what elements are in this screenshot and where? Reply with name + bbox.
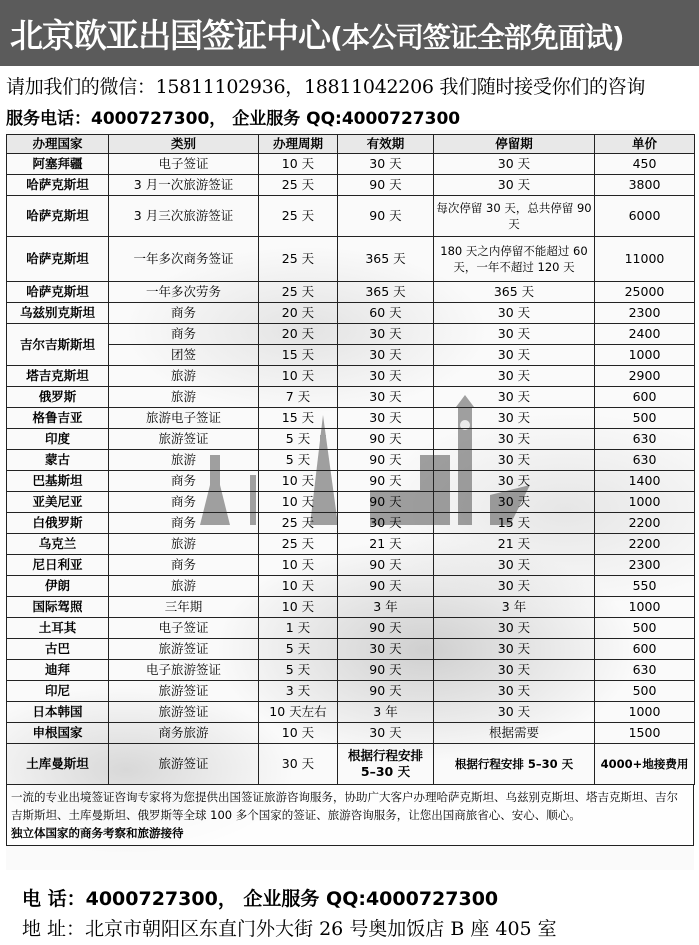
table-row	[7, 534, 695, 555]
cell-stay: 30 天	[434, 660, 595, 681]
cell-period: 20 天	[259, 324, 338, 345]
cell-type: 商务	[109, 303, 259, 324]
cell-price: 500	[595, 618, 695, 639]
cell-price: 500	[595, 408, 695, 429]
table-row	[7, 345, 695, 366]
cell-validity: 3 年	[338, 702, 434, 723]
cell-validity: 21 天	[338, 534, 434, 555]
cell-price: 550	[595, 576, 695, 597]
cell-type: 一年多次劳务	[109, 282, 259, 303]
cell-validity: 90 天	[338, 175, 434, 196]
cell-type: 旅游	[109, 450, 259, 471]
cell-type: 商务	[109, 492, 259, 513]
cell-country: 塔吉克斯坦	[7, 366, 109, 387]
cell-period: 10 天	[259, 492, 338, 513]
cell-type: 三年期	[109, 597, 259, 618]
table-row	[7, 429, 695, 450]
page-title	[10, 10, 624, 57]
cell-type: 3 月三次旅游签证	[109, 196, 259, 237]
note-bold: 独立体国家的商务考察和旅游接待	[11, 826, 184, 840]
cell-price: 2300	[595, 555, 695, 576]
table-row	[7, 681, 695, 702]
cell-validity: 30 天	[338, 366, 434, 387]
cell-period: 5 天	[259, 639, 338, 660]
cell-price: 450	[595, 154, 695, 175]
cell-type: 旅游	[109, 534, 259, 555]
cell-validity: 90 天	[338, 555, 434, 576]
cell-validity: 30 天	[338, 387, 434, 408]
cell-stay: 30 天	[434, 345, 595, 366]
table-row	[7, 513, 695, 534]
cell-country: 乌克兰	[7, 534, 109, 555]
cell-validity: 30 天	[338, 513, 434, 534]
cell-country: 申根国家	[7, 723, 109, 744]
cell-period: 15 天	[259, 345, 338, 366]
cell-validity: 30 天	[338, 324, 434, 345]
cell-price: 1000	[595, 492, 695, 513]
cell-stay: 30 天	[434, 492, 595, 513]
cell-period: 7 天	[259, 387, 338, 408]
cell-country: 吉尔吉斯斯坦	[7, 324, 109, 366]
cell-stay: 30 天	[434, 324, 595, 345]
cell-price: 2200	[595, 534, 695, 555]
cell-stay: 30 天	[434, 702, 595, 723]
cell-validity: 30 天	[338, 639, 434, 660]
cell-stay: 30 天	[434, 366, 595, 387]
cell-stay: 30 天	[434, 154, 595, 175]
cell-country: 阿塞拜疆	[7, 154, 109, 175]
cell-validity: 30 天	[338, 408, 434, 429]
cell-stay: 30 天	[434, 408, 595, 429]
table-row	[7, 196, 695, 237]
cell-type: 3 月一次旅游签证	[109, 175, 259, 196]
table-row	[7, 237, 695, 282]
cell-period: 25 天	[259, 282, 338, 303]
table-row	[7, 618, 695, 639]
table-row	[7, 154, 695, 175]
cell-stay: 30 天	[434, 618, 595, 639]
cell-type: 旅游签证	[109, 639, 259, 660]
cell-type: 商务	[109, 471, 259, 492]
cell-stay: 30 天	[434, 681, 595, 702]
cell-country: 哈萨克斯坦	[7, 196, 109, 237]
cell-type: 一年多次商务签证	[109, 237, 259, 282]
table-row	[7, 471, 695, 492]
cell-type: 旅游签证	[109, 744, 259, 785]
header-stay: 停留期	[434, 135, 595, 154]
cell-stay: 30 天	[434, 429, 595, 450]
cell-country: 伊朗	[7, 576, 109, 597]
cell-stay: 3 年	[434, 597, 595, 618]
cell-period: 5 天	[259, 660, 338, 681]
cell-period: 10 天左右	[259, 702, 338, 723]
table-row	[7, 702, 695, 723]
table-row	[7, 660, 695, 681]
cell-period: 10 天	[259, 723, 338, 744]
cell-price: 1000	[595, 345, 695, 366]
cell-period: 30 天	[259, 744, 338, 785]
cell-type: 旅游签证	[109, 429, 259, 450]
header-price: 单价	[595, 135, 695, 154]
service-line: 服务电话：4000727300， 企业服务 QQ:4000727300	[6, 109, 461, 129]
cell-country: 俄罗斯	[7, 387, 109, 408]
table-row	[7, 597, 695, 618]
cell-validity: 90 天	[338, 429, 434, 450]
cell-price: 2400	[595, 324, 695, 345]
cell-country: 古巴	[7, 639, 109, 660]
cell-type: 商务	[109, 513, 259, 534]
cell-price: 600	[595, 639, 695, 660]
cell-price: 2300	[595, 303, 695, 324]
cell-country: 蒙古	[7, 450, 109, 471]
table-row	[7, 303, 695, 324]
cell-country: 印尼	[7, 681, 109, 702]
table-row	[7, 492, 695, 513]
table-row	[7, 175, 695, 196]
cell-type: 商务	[109, 555, 259, 576]
table-row	[7, 366, 695, 387]
cell-price: 1500	[595, 723, 695, 744]
cell-type: 旅游	[109, 576, 259, 597]
cell-period: 15 天	[259, 408, 338, 429]
cell-country: 哈萨克斯坦	[7, 282, 109, 303]
header-country: 办理国家	[7, 135, 109, 154]
cell-validity: 3 年	[338, 597, 434, 618]
cell-period: 25 天	[259, 513, 338, 534]
cell-price: 630	[595, 660, 695, 681]
table-row	[7, 387, 695, 408]
cell-price: 2900	[595, 366, 695, 387]
cell-validity: 90 天	[338, 196, 434, 237]
header-period: 办理周期	[259, 135, 338, 154]
cell-validity: 90 天	[338, 450, 434, 471]
cell-country: 乌兹别克斯坦	[7, 303, 109, 324]
cell-stay: 30 天	[434, 471, 595, 492]
cell-period: 25 天	[259, 196, 338, 237]
cell-price: 600	[595, 387, 695, 408]
table-row	[7, 744, 695, 785]
cell-price: 6000	[595, 196, 695, 237]
cell-type: 电子签证	[109, 618, 259, 639]
cell-country: 土库曼斯坦	[7, 744, 109, 785]
cell-period: 1 天	[259, 618, 338, 639]
cell-stay: 30 天	[434, 576, 595, 597]
wechat-line: 请加我们的微信：15811102936，18811042206 我们随时接受你们的咨询	[6, 76, 646, 98]
cell-validity: 30 天	[338, 154, 434, 175]
cell-price: 1400	[595, 471, 695, 492]
cell-stay: 180 天之内停留不能超过 60 天，一年不超过 120 天	[434, 237, 595, 282]
cell-country: 格鲁吉亚	[7, 408, 109, 429]
cell-stay: 30 天	[434, 387, 595, 408]
table-row	[7, 324, 695, 345]
cell-stay: 每次停留 30 天，总共停留 90 天	[434, 196, 595, 237]
cell-period: 10 天	[259, 366, 338, 387]
table-row	[7, 450, 695, 471]
cell-period: 25 天	[259, 534, 338, 555]
header-validity: 有效期	[338, 135, 434, 154]
cell-validity: 90 天	[338, 471, 434, 492]
cell-price: 1000	[595, 597, 695, 618]
cell-price: 25000	[595, 282, 695, 303]
cell-validity: 90 天	[338, 660, 434, 681]
cell-stay: 30 天	[434, 450, 595, 471]
cell-validity: 根据行程安排 5–30 天	[338, 744, 434, 785]
cell-type: 电子签证	[109, 154, 259, 175]
cell-validity: 90 天	[338, 576, 434, 597]
cell-validity: 30 天	[338, 345, 434, 366]
cell-price: 11000	[595, 237, 695, 282]
cell-validity: 365 天	[338, 237, 434, 282]
cell-country: 土耳其	[7, 618, 109, 639]
table-header-row	[7, 135, 695, 154]
cell-type: 旅游	[109, 387, 259, 408]
cell-stay: 根据需要	[434, 723, 595, 744]
title-subtitle: (本公司签证全部免面试)	[330, 21, 624, 54]
cell-price: 630	[595, 450, 695, 471]
cell-period: 25 天	[259, 237, 338, 282]
cell-type: 旅游	[109, 366, 259, 387]
footer-phone: 电 话：4000727300， 企业服务 QQ:4000727300	[22, 888, 499, 910]
table-row	[7, 639, 695, 660]
title-banner	[0, 0, 699, 66]
footer-address: 地 址：北京市朝阳区东直门外大街 26 号奥加饭店 B 座 405 室	[22, 918, 557, 940]
cell-validity: 365 天	[338, 282, 434, 303]
cell-period: 5 天	[259, 429, 338, 450]
table-row	[7, 723, 695, 744]
cell-country: 白俄罗斯	[7, 513, 109, 534]
cell-type: 商务	[109, 324, 259, 345]
cell-type: 旅游签证	[109, 681, 259, 702]
cell-stay: 30 天	[434, 555, 595, 576]
cell-country: 迪拜	[7, 660, 109, 681]
cell-period: 25 天	[259, 175, 338, 196]
cell-stay: 15 天	[434, 513, 595, 534]
cell-country: 亚美尼亚	[7, 492, 109, 513]
cell-validity: 90 天	[338, 492, 434, 513]
cell-period: 10 天	[259, 154, 338, 175]
table-row	[7, 576, 695, 597]
cell-stay: 21 天	[434, 534, 595, 555]
cell-period: 10 天	[259, 576, 338, 597]
cell-country: 尼日利亚	[7, 555, 109, 576]
cell-country: 国际驾照	[7, 597, 109, 618]
cell-stay: 30 天	[434, 303, 595, 324]
cell-type: 商务旅游	[109, 723, 259, 744]
table-row	[7, 282, 695, 303]
cell-type: 旅游签证	[109, 702, 259, 723]
note-text: 一流的专业出境签证咨询专家将为您提供出国签证旅游咨询服务，协助广大客户办理哈萨克斯坦、乌兹别克斯坦、塔吉克斯坦、吉尔吉斯斯坦、土库曼斯坦、俄罗斯等全球 100 多个国家的签证、旅游咨询服务，让您出国商旅省心、安心、顺心。	[11, 790, 678, 822]
cell-price: 500	[595, 681, 695, 702]
cell-country: 哈萨克斯坦	[7, 237, 109, 282]
cell-price: 630	[595, 429, 695, 450]
cell-price: 2200	[595, 513, 695, 534]
cell-stay: 30 天	[434, 175, 595, 196]
visa-price-table	[6, 134, 695, 785]
cell-period: 10 天	[259, 597, 338, 618]
table-row	[7, 555, 695, 576]
cell-period: 20 天	[259, 303, 338, 324]
cell-validity: 90 天	[338, 681, 434, 702]
cell-price: 4000+地接费用	[595, 744, 695, 785]
cell-period: 10 天	[259, 471, 338, 492]
table-row	[7, 408, 695, 429]
title-text: 北京欧亚出国签证中心	[10, 16, 330, 55]
cell-country: 哈萨克斯坦	[7, 175, 109, 196]
cell-type: 旅游电子签证	[109, 408, 259, 429]
cell-type: 电子旅游签证	[109, 660, 259, 681]
cell-price: 3800	[595, 175, 695, 196]
cell-country: 印度	[7, 429, 109, 450]
cell-validity: 30 天	[338, 723, 434, 744]
cell-validity: 90 天	[338, 618, 434, 639]
cell-country: 日本韩国	[7, 702, 109, 723]
cell-stay: 根据行程安排 5–30 天	[434, 744, 595, 785]
company-note	[6, 785, 694, 846]
cell-type: 团签	[109, 345, 259, 366]
cell-validity: 60 天	[338, 303, 434, 324]
header-type: 类别	[109, 135, 259, 154]
cell-period: 3 天	[259, 681, 338, 702]
cell-period: 10 天	[259, 555, 338, 576]
cell-stay: 30 天	[434, 639, 595, 660]
cell-stay: 365 天	[434, 282, 595, 303]
cell-period: 5 天	[259, 450, 338, 471]
cell-price: 1000	[595, 702, 695, 723]
cell-country: 巴基斯坦	[7, 471, 109, 492]
